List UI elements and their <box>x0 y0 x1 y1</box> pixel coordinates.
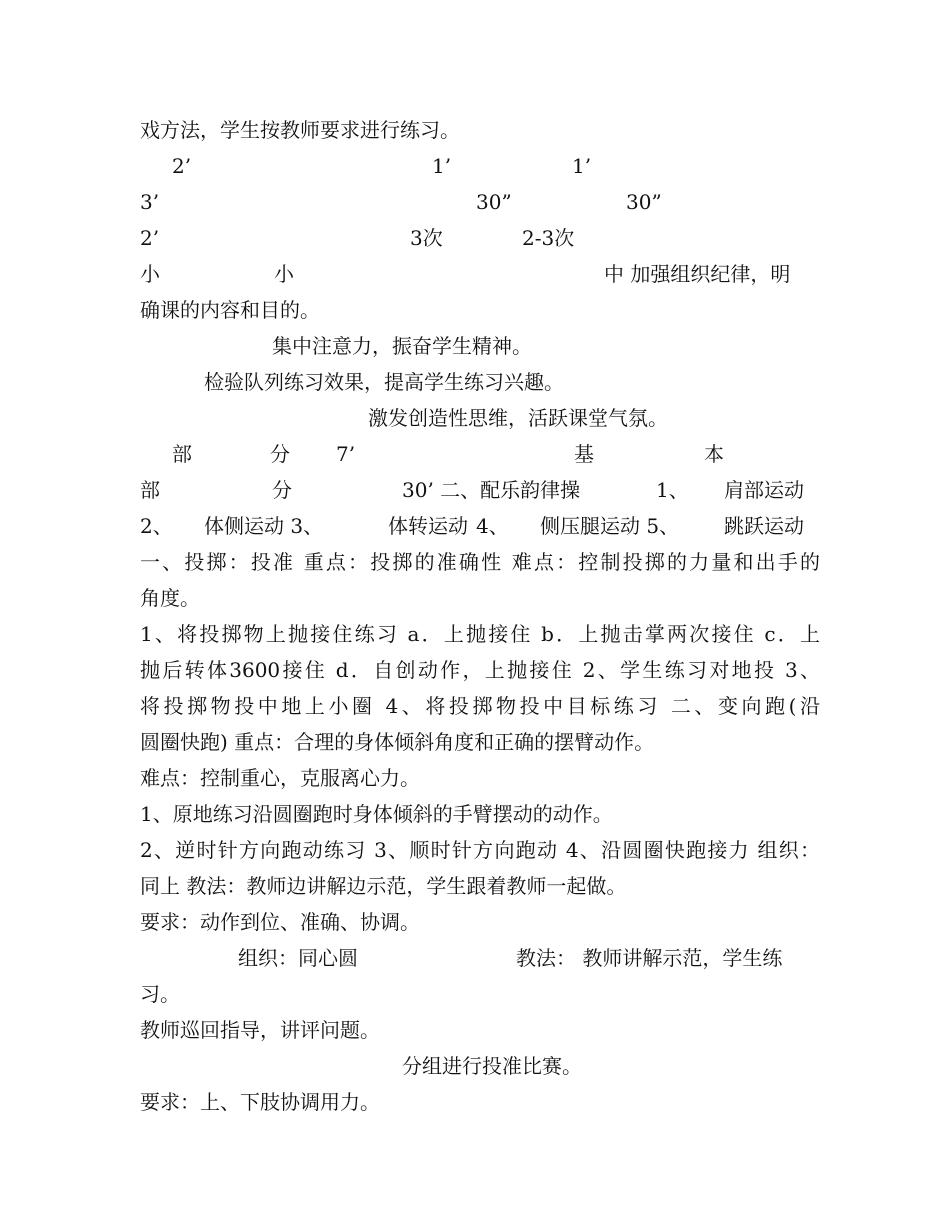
text-line: 2、逆时针方向跑动练习 3、顺时针方向跑动 4、沿圆圈快跑接力 组织： <box>140 838 820 862</box>
exercise-name: 体侧运动 3、 <box>204 514 324 538</box>
text-line: 抛后转体3600接住 d．自创动作，上抛接住 2、学生练习对地投 3、 <box>140 658 820 682</box>
exercise-name: 侧压腿运动 5、 <box>540 514 680 538</box>
line-text: 组织：同心圆 <box>238 946 358 970</box>
time-value: 7’ <box>336 442 356 466</box>
text-line <box>140 868 820 904</box>
line-text: 习。 <box>140 982 180 1006</box>
text-line: 一、投掷：投准 重点：投掷的准确性 难点：控制投掷的力量和出手的 <box>140 550 820 574</box>
text-line: 将投掷物投中地上小圈 4、将投掷物投中目标练习 二、变向跑(沿 <box>140 694 820 718</box>
text-line <box>140 1048 820 1084</box>
time-row <box>140 148 820 184</box>
time-value: 3’ <box>140 190 160 214</box>
line-text: 同上 教法：教师边讲解边示范，学生跟着教师一起做。 <box>140 874 627 898</box>
exercise-name: 跳跃运动 <box>724 514 804 538</box>
intensity-value: 小 <box>140 262 160 286</box>
time-value: 2’ <box>172 154 192 178</box>
line-text: 难点：控制重心，克服离心力。 <box>140 766 420 790</box>
text-line <box>140 760 820 796</box>
text-line <box>140 976 820 1012</box>
intensity-row <box>140 256 820 292</box>
exercise-name: 肩部运动 <box>724 478 804 502</box>
line-text: 要求：动作到位、准确、协调。 <box>140 910 420 934</box>
text-line <box>140 400 820 436</box>
time-row <box>140 184 820 220</box>
count-row <box>140 220 820 256</box>
section-label: 部 <box>140 478 160 502</box>
method-row <box>140 940 820 976</box>
section-label: 基 <box>574 442 594 466</box>
text-line <box>140 1012 820 1048</box>
list-number: 4、 <box>476 514 509 538</box>
line-text: 戏方法，学生按教师要求进行练习。 <box>140 118 460 142</box>
section-label: 分 <box>272 478 292 502</box>
text-line <box>140 796 820 832</box>
line-text: 圆圈快跑) 重点：合理的身体倾斜角度和正确的摆臂动作。 <box>140 730 655 754</box>
text-line <box>140 112 820 148</box>
section-row <box>140 436 820 472</box>
line-text: 要求：上、下肢协调用力。 <box>140 1090 380 1114</box>
text-line <box>140 292 820 328</box>
text-line <box>140 364 820 400</box>
list-number: 2、 <box>140 514 173 538</box>
exercise-name: 体转运动 <box>388 514 468 538</box>
time-value: 1’ <box>572 154 592 178</box>
line-text: 1、原地练习沿圆圈跑时身体倾斜的手臂摆动的动作。 <box>140 802 613 826</box>
section-label: 分 <box>270 442 290 466</box>
time-value: 30” <box>626 190 662 214</box>
text-line <box>140 724 820 760</box>
exercise-row <box>140 508 820 544</box>
line-text: 教法： 教师讲解示范，学生练 <box>516 946 783 970</box>
time-value: 30” <box>476 190 512 214</box>
line-text: 集中注意力，振奋学生精神。 <box>272 334 532 358</box>
line-text: 分组进行投准比赛。 <box>402 1054 582 1078</box>
section-label: 部 <box>172 442 192 466</box>
time-value: 2’ <box>140 226 160 250</box>
count-value: 3次 <box>410 226 443 250</box>
text-line <box>140 1084 820 1120</box>
text-line <box>140 328 820 364</box>
intensity-value: 小 <box>274 262 294 286</box>
list-number: 1、 <box>656 478 689 502</box>
line-text: 30’ 二、配乐韵律操 <box>402 478 581 502</box>
line-text: 激发创造性思维，活跃课堂气氛。 <box>368 406 668 430</box>
time-value: 1’ <box>432 154 452 178</box>
text-line <box>140 904 820 940</box>
text-line <box>140 580 820 616</box>
section-label: 本 <box>704 442 724 466</box>
line-text: 确课的内容和目的。 <box>140 298 320 322</box>
section-row <box>140 472 820 508</box>
line-text: 检验队列练习效果，提高学生练习兴趣。 <box>204 370 564 394</box>
line-text: 中 加强组织纪律，明 <box>604 262 791 286</box>
line-text: 教师巡回指导，讲评问题。 <box>140 1018 380 1042</box>
count-value: 2-3次 <box>522 226 575 250</box>
text-line: 1、将投掷物上抛接住练习 a．上抛接住 b．上抛击掌两次接住 c．上 <box>140 622 820 646</box>
line-text: 角度。 <box>140 586 200 610</box>
